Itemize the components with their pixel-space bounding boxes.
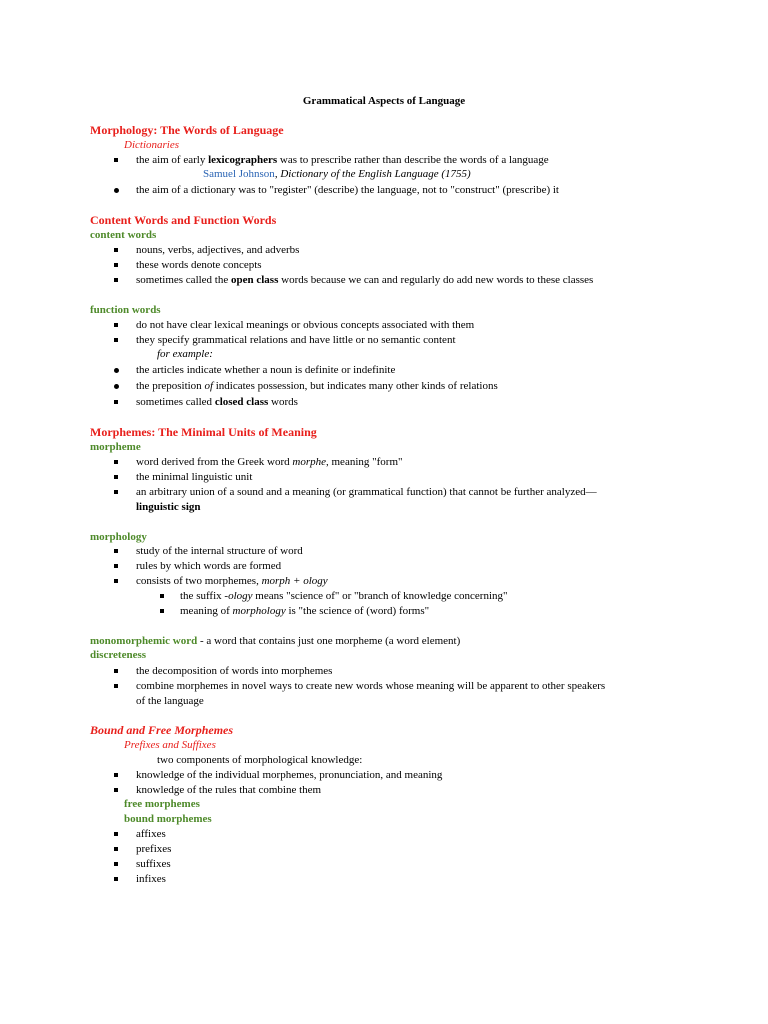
subheading-prefixes-suffixes: Prefixes and Suffixes: [124, 739, 216, 751]
list-item: the articles indicate whether a noun is definite or indefinite: [136, 364, 396, 376]
square-bullet-icon: [114, 475, 118, 479]
list-item: these words denote concepts: [136, 259, 262, 271]
round-bullet-icon: [114, 188, 119, 193]
square-bullet-icon: [114, 877, 118, 881]
definition-monomorphemic: monomorphemic word - a word that contains just one morpheme (a word element): [90, 635, 461, 647]
square-bullet-icon: [114, 400, 118, 404]
list-item: rules by which words are formed: [136, 560, 282, 572]
square-bullet-icon: [114, 832, 118, 836]
label-function-words: function words: [90, 304, 161, 316]
list-item-continuation: of the language: [136, 695, 204, 707]
list-item: knowledge of the rules that combine them: [136, 784, 322, 796]
square-bullet-icon: [114, 460, 118, 464]
list-item: suffixes: [136, 858, 171, 870]
list-item: sometimes called the open class words because we can and regularly do add new words to these classes: [136, 274, 594, 286]
square-bullet-icon: [114, 564, 118, 568]
round-bullet-icon: [114, 368, 119, 373]
square-bullet-icon: [160, 609, 164, 613]
subheading-dictionaries: Dictionaries: [124, 139, 179, 151]
square-bullet-icon: [114, 862, 118, 866]
square-bullet-icon: [114, 338, 118, 342]
label-monomorphemic-word: monomorphemic word: [90, 635, 198, 647]
list-item: consists of two morphemes, morph + ology: [136, 575, 328, 587]
square-bullet-icon: [114, 323, 118, 327]
list-item: do not have clear lexical meanings or obvious concepts associated with them: [136, 319, 475, 331]
section-heading-morphology: Morphology: The Words of Language: [90, 123, 284, 137]
square-bullet-icon: [114, 669, 118, 673]
label-discreteness: discreteness: [90, 649, 147, 661]
list-item: study of the internal structure of word: [136, 545, 303, 557]
list-item: the preposition of indicates possession, but indicates many other kinds of relations: [136, 380, 498, 392]
square-bullet-icon: [114, 278, 118, 282]
intro-text: two components of morphological knowledge:: [157, 754, 363, 766]
list-item: combine morphemes in novel ways to create new words whose meaning will be apparent to other speakers: [136, 680, 606, 692]
square-bullet-icon: [114, 788, 118, 792]
square-bullet-icon: [114, 773, 118, 777]
square-bullet-icon: [114, 158, 118, 162]
list-item: infixes: [136, 873, 166, 885]
reference-author: Samuel Johnson: [203, 168, 275, 180]
list-item: the aim of early lexicographers was to prescribe rather than describe the words of a language: [136, 154, 549, 166]
square-bullet-icon: [114, 847, 118, 851]
list-item: the decomposition of words into morphemes: [136, 665, 333, 677]
section-heading-morphemes: Morphemes: The Minimal Units of Meaning: [90, 425, 317, 439]
square-bullet-icon: [114, 684, 118, 688]
reference-title: Dictionary of the English Language (1755): [280, 168, 471, 180]
label-morphology: morphology: [90, 531, 147, 543]
list-item: knowledge of the individual morphemes, pronunciation, and meaning: [136, 769, 443, 781]
nested-list-item: the suffix -ology means "science of" or "branch of knowledge concerning": [180, 590, 508, 602]
square-bullet-icon: [114, 579, 118, 583]
square-bullet-icon: [114, 490, 118, 494]
round-bullet-icon: [114, 384, 119, 389]
list-item: they specify grammatical relations and have little or no semantic content: [136, 334, 456, 346]
list-item: the aim of a dictionary was to "register" (describe) the language, not to "construct" (prescribe) it: [136, 184, 559, 196]
label-content-words: content words: [90, 229, 157, 241]
list-item: an arbitrary union of a sound and a meaning (or grammatical function) that cannot be further analyzed—: [136, 486, 597, 498]
list-item-continuation: linguistic sign: [136, 501, 201, 513]
square-bullet-icon: [114, 248, 118, 252]
list-item: sometimes called closed class words: [136, 396, 298, 408]
section-heading-bound-free: Bound and Free Morphemes: [90, 723, 234, 737]
list-item: prefixes: [136, 843, 172, 855]
section-heading-content-function: Content Words and Function Words: [90, 213, 277, 227]
list-item: the minimal linguistic unit: [136, 471, 253, 483]
square-bullet-icon: [114, 549, 118, 553]
list-item: word derived from the Greek word morphe, meaning "form": [136, 456, 403, 468]
for-example-label: for example:: [157, 348, 213, 360]
square-bullet-icon: [114, 263, 118, 267]
label-free-morphemes: free morphemes: [124, 798, 200, 810]
label-bound-morphemes: bound morphemes: [124, 813, 212, 825]
list-item: affixes: [136, 828, 166, 840]
list-item: nouns, verbs, adjectives, and adverbs: [136, 244, 300, 256]
document-title: Grammatical Aspects of Language: [302, 95, 466, 107]
nested-list-item: meaning of morphology is "the science of (word) forms": [180, 605, 430, 617]
square-bullet-icon: [160, 594, 164, 598]
label-morpheme: morpheme: [90, 441, 141, 453]
reference-line: Samuel Johnson, Dictionary of the English Language (1755): [203, 168, 471, 180]
